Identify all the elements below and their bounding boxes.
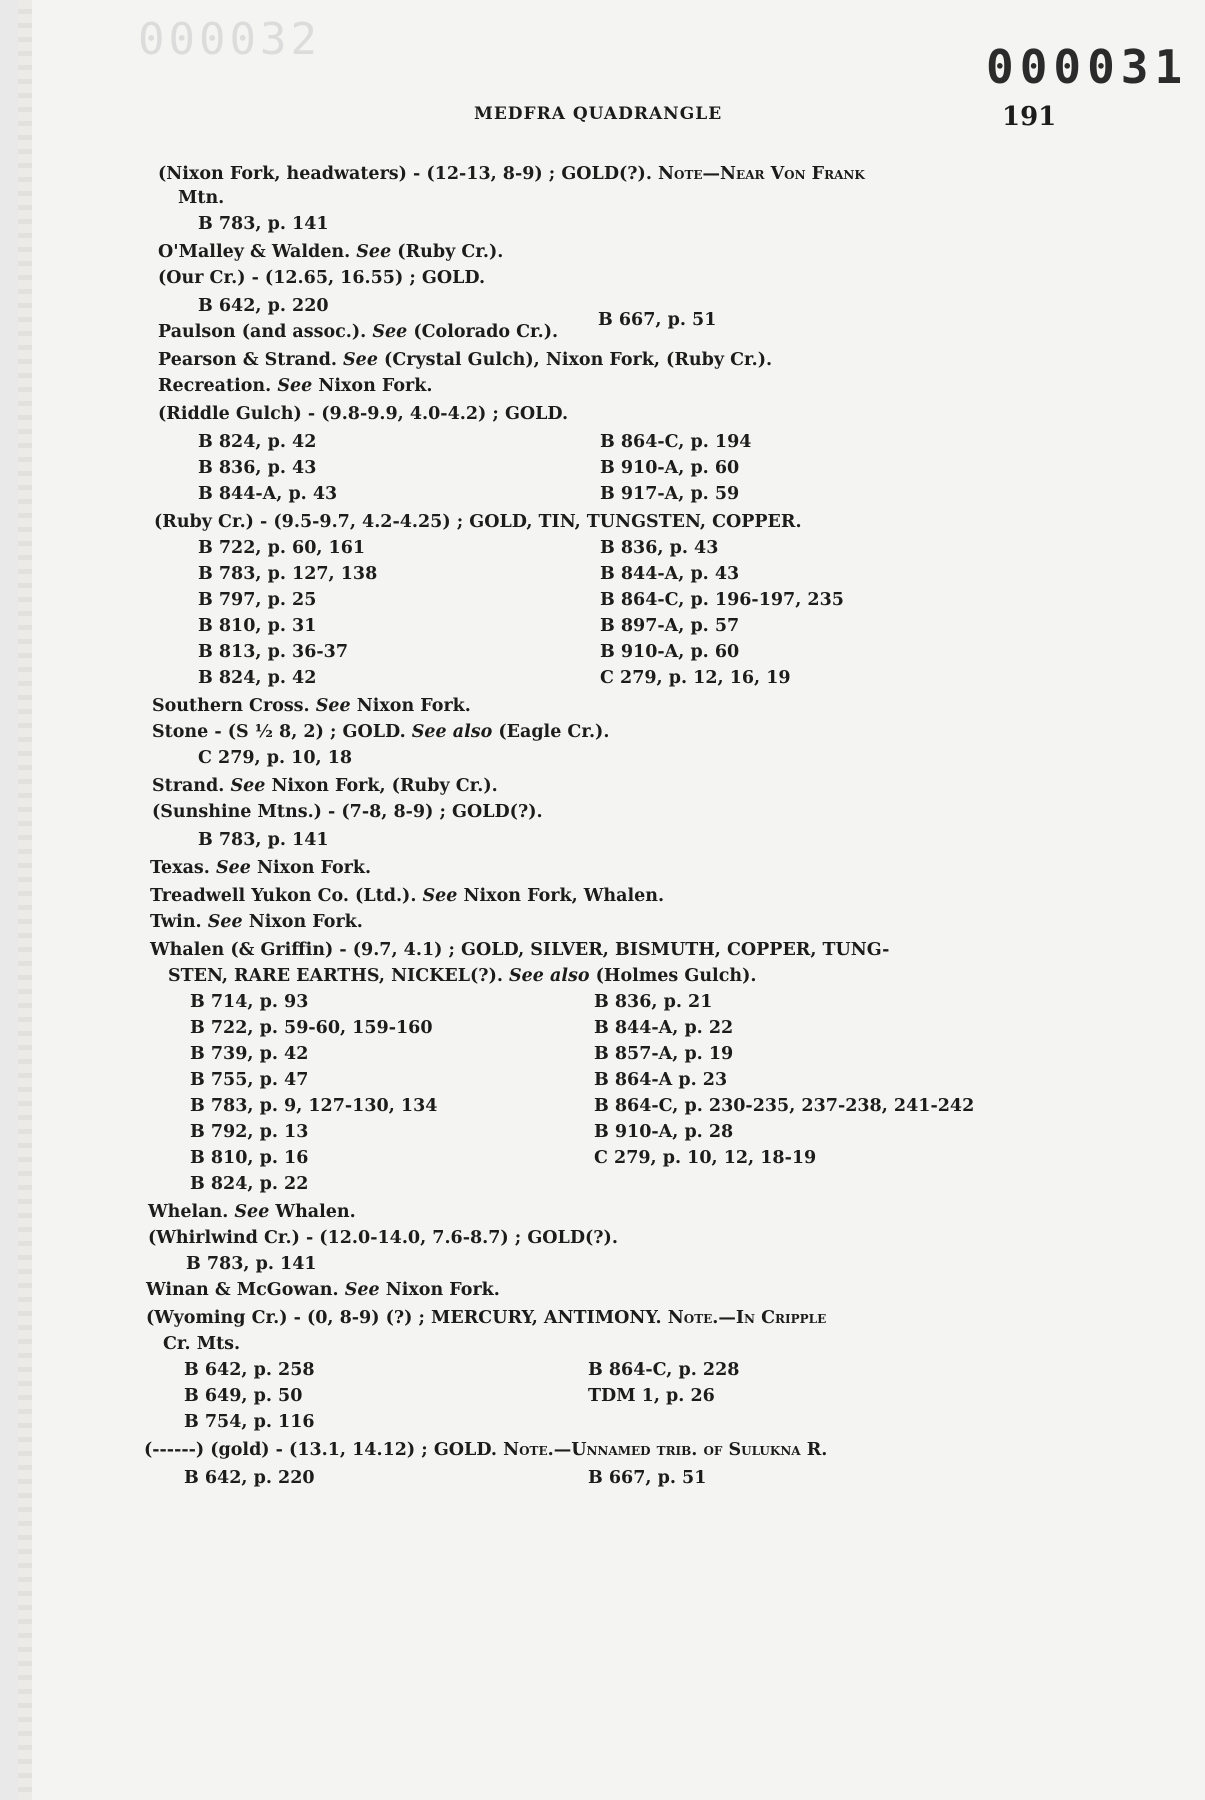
index-line <box>198 670 316 688</box>
index-line <box>178 190 224 208</box>
entry-note: Note—Near Von Frank <box>658 164 865 184</box>
entry-reference: Nixon Fork. <box>385 1280 500 1300</box>
entry-text: B 642, p. 258 <box>184 1360 315 1380</box>
entry-text: Treadwell Yukon Co. (Ltd.). <box>150 886 417 906</box>
entry-text: (Nixon Fork, headwaters) - (12-13, 8-9) ; GOLD(?). <box>158 164 652 184</box>
entry-text: Southern Cross. <box>152 696 310 716</box>
index-line <box>198 540 365 558</box>
entry-text: B 824, p. 42 <box>198 668 317 688</box>
entry-text: Twin. <box>150 912 202 932</box>
index-line <box>150 942 889 960</box>
entry-reference: (Colorado Cr.). <box>413 322 559 342</box>
citation-right-column: B 864-A p. 23 <box>594 1070 728 1090</box>
page-number: 191 <box>1002 102 1057 132</box>
see-reference: See <box>230 776 266 796</box>
index-line <box>190 1046 308 1064</box>
index-line <box>198 566 377 584</box>
citation-right-column: C 279, p. 12, 16, 19 <box>600 668 791 688</box>
entry-text: B 739, p. 42 <box>190 1044 309 1064</box>
entry-text: (Ruby Cr.) - (9.5-9.7, 4.2-4.25) ; GOLD, TIN, TUNGSTEN, COPPER. <box>154 512 802 532</box>
citation-right-column: B 836, p. 43 <box>600 538 719 558</box>
index-line <box>198 592 316 610</box>
citation-right-column: B 864-C, p. 230-235, 237-238, 241-242 <box>594 1096 975 1116</box>
entry-text: B 813, p. 36-37 <box>198 642 348 662</box>
entry-text: Whalen (& Griffin) - (9.7, 4.1) ; GOLD, SILVER, BISMUTH, COPPER, TUNG- <box>150 940 890 960</box>
entry-text: B 783, p. 141 <box>186 1254 317 1274</box>
entry-text: STEN, RARE EARTHS, NICKEL(?). <box>168 966 503 986</box>
citation-right-column: B 864-C, p. 228 <box>588 1360 740 1380</box>
citation-right-column: B 910-A, p. 60 <box>600 458 740 478</box>
entry-text: B 810, p. 16 <box>190 1148 309 1168</box>
index-line <box>198 750 352 768</box>
index-line <box>158 406 568 424</box>
entry-text: B 783, p. 127, 138 <box>198 564 378 584</box>
index-line <box>168 968 756 986</box>
index-line <box>198 486 337 504</box>
index-line <box>198 644 348 662</box>
index-line <box>190 1150 308 1168</box>
index-line <box>150 914 363 932</box>
index-line <box>184 1470 315 1488</box>
entry-reference: (Holmes Gulch). <box>595 966 757 986</box>
page-stamp-number: 000031 <box>986 40 1189 94</box>
entry-text: Cr. Mts. <box>163 1334 241 1354</box>
entry-text: B 797, p. 25 <box>198 590 317 610</box>
see-reference: See also <box>411 722 493 742</box>
see-reference: See also <box>509 966 590 986</box>
citation-right-column: B 864-C, p. 194 <box>600 432 752 452</box>
index-line <box>190 1124 308 1142</box>
see-reference: See <box>207 912 243 932</box>
entry-text: Whelan. <box>148 1202 229 1222</box>
entry-text: B 642, p. 220 <box>184 1468 315 1488</box>
citation-right-column: B 836, p. 21 <box>594 992 713 1012</box>
index-line <box>184 1362 315 1380</box>
index-line <box>146 1282 500 1300</box>
entry-reference: Nixon Fork, (Ruby Cr.). <box>271 776 498 796</box>
entry-text: Pearson & Strand. <box>158 350 337 370</box>
index-line <box>152 804 543 822</box>
entry-reference: Nixon Fork, Whalen. <box>463 886 665 906</box>
index-line <box>186 1256 317 1274</box>
index-line <box>198 216 329 234</box>
entry-text: (Wyoming Cr.) - (0, 8-9) (?) ; MERCURY, ANTIMONY. <box>146 1308 662 1328</box>
index-line <box>158 270 485 288</box>
entry-reference: (Ruby Cr.). <box>397 242 504 262</box>
entry-text: (Whirlwind Cr.) - (12.0-14.0, 7.6-8.7) ; GOLD(?). <box>148 1228 618 1248</box>
entry-text: B 722, p. 59-60, 159-160 <box>190 1018 433 1038</box>
index-line <box>184 1388 302 1406</box>
entry-text: (Sunshine Mtns.) - (7-8, 8-9) ; GOLD(?). <box>152 802 543 822</box>
index-line <box>190 994 308 1012</box>
entry-text: B 722, p. 60, 161 <box>198 538 366 558</box>
index-line <box>190 1098 437 1116</box>
citation-right-column: B 910-A, p. 60 <box>600 642 740 662</box>
index-line <box>198 298 329 316</box>
citation-right-column: B 857-A, p. 19 <box>594 1044 734 1064</box>
entry-reference: (Crystal Gulch), Nixon Fork, (Ruby Cr.). <box>384 350 773 370</box>
index-line <box>154 514 802 532</box>
index-line <box>152 778 498 796</box>
entry-text: Winan & McGowan. <box>146 1280 339 1300</box>
citation-right-column: B 897-A, p. 57 <box>600 616 740 636</box>
index-line <box>163 1336 240 1354</box>
entry-note: Note.—Unnamed trib. of Sulukna R. <box>503 1440 828 1460</box>
entry-text: B 783, p. 141 <box>198 830 329 850</box>
citation-right-column: TDM 1, p. 26 <box>588 1386 715 1406</box>
entry-text: B 792, p. 13 <box>190 1122 309 1142</box>
index-line <box>198 434 316 452</box>
entry-reference: (Eagle Cr.). <box>498 722 610 742</box>
citation-right-column: B 667, p. 51 <box>588 1468 707 1488</box>
entry-text: (Our Cr.) - (12.65, 16.55) ; GOLD. <box>158 268 486 288</box>
entry-text: Texas. <box>150 858 210 878</box>
entry-text: B 642, p. 220 <box>198 296 329 316</box>
citation-right-column: B 864-C, p. 196-197, 235 <box>600 590 844 610</box>
page-header-title: MEDFRA QUADRANGLE <box>474 104 723 124</box>
citation-right-column: C 279, p. 10, 12, 18-19 <box>594 1148 817 1168</box>
entry-reference: Nixon Fork. <box>248 912 363 932</box>
entry-text: Recreation. <box>158 376 272 396</box>
entry-text: B 824, p. 22 <box>190 1174 309 1194</box>
see-reference: See <box>372 322 408 342</box>
citation-right-column: B 667, p. 51 <box>598 310 717 330</box>
citation-right-column: B 844-A, p. 22 <box>594 1018 734 1038</box>
index-line <box>190 1176 308 1194</box>
entry-text: B 783, p. 141 <box>198 214 329 234</box>
see-reference: See <box>343 350 378 370</box>
index-line <box>148 1204 356 1222</box>
entry-text: Stone - (S ½ 8, 2) ; GOLD. <box>152 722 406 742</box>
entry-text: B 755, p. 47 <box>190 1070 309 1090</box>
see-reference: See <box>215 858 251 878</box>
see-reference: See <box>277 376 313 396</box>
entry-text: (------) (gold) - (13.1, 14.12) ; GOLD. <box>144 1440 497 1460</box>
entry-text: B 836, p. 43 <box>198 458 317 478</box>
entry-reference: Nixon Fork. <box>318 376 433 396</box>
see-reference: See <box>422 886 458 906</box>
index-line <box>190 1020 433 1038</box>
see-reference: See <box>315 696 351 716</box>
entry-text: Mtn. <box>178 188 225 208</box>
index-line <box>146 1310 826 1328</box>
entry-text: B 844-A, p. 43 <box>198 484 338 504</box>
entry-text: C 279, p. 10, 18 <box>198 748 353 768</box>
entry-text: B 754, p. 116 <box>184 1412 315 1432</box>
entry-text: B 810, p. 31 <box>198 616 317 636</box>
index-line <box>144 1442 827 1460</box>
index-line <box>158 352 772 370</box>
entry-reference: Nixon Fork. <box>356 696 471 716</box>
citation-right-column: B 917-A, p. 59 <box>600 484 740 504</box>
see-reference: See <box>356 242 392 262</box>
index-line <box>158 378 433 396</box>
index-line <box>158 324 558 342</box>
entry-text: (Riddle Gulch) - (9.8-9.9, 4.0-4.2) ; GOLD. <box>158 404 569 424</box>
index-line <box>150 888 664 906</box>
bleed-through-number: 000032 <box>138 14 321 65</box>
entry-text: Strand. <box>152 776 225 796</box>
index-line <box>148 1230 618 1248</box>
citation-right-column: B 910-A, p. 28 <box>594 1122 734 1142</box>
see-reference: See <box>344 1280 380 1300</box>
see-reference: See <box>234 1202 270 1222</box>
entry-text: Paulson (and assoc.). <box>158 322 367 342</box>
index-line <box>150 860 371 878</box>
citation-right-column: B 844-A, p. 43 <box>600 564 740 584</box>
index-line <box>152 698 471 716</box>
index-line <box>152 724 609 742</box>
entry-note: Note.—In Cripple <box>667 1308 827 1328</box>
entry-reference: Whalen. <box>275 1202 356 1222</box>
entry-text: B 649, p. 50 <box>184 1386 303 1406</box>
index-line <box>190 1072 308 1090</box>
entry-reference: Nixon Fork. <box>256 858 372 878</box>
entry-text: B 714, p. 93 <box>190 992 309 1012</box>
index-line <box>198 460 316 478</box>
page-sheet <box>18 0 1205 1800</box>
entry-text: O'Malley & Walden. <box>158 242 351 262</box>
index-line <box>198 832 329 850</box>
entry-text: B 824, p. 42 <box>198 432 317 452</box>
index-line <box>158 166 865 184</box>
index-line <box>158 244 503 262</box>
entry-text: B 783, p. 9, 127-130, 134 <box>190 1096 438 1116</box>
index-line <box>184 1414 315 1432</box>
index-line <box>198 618 316 636</box>
